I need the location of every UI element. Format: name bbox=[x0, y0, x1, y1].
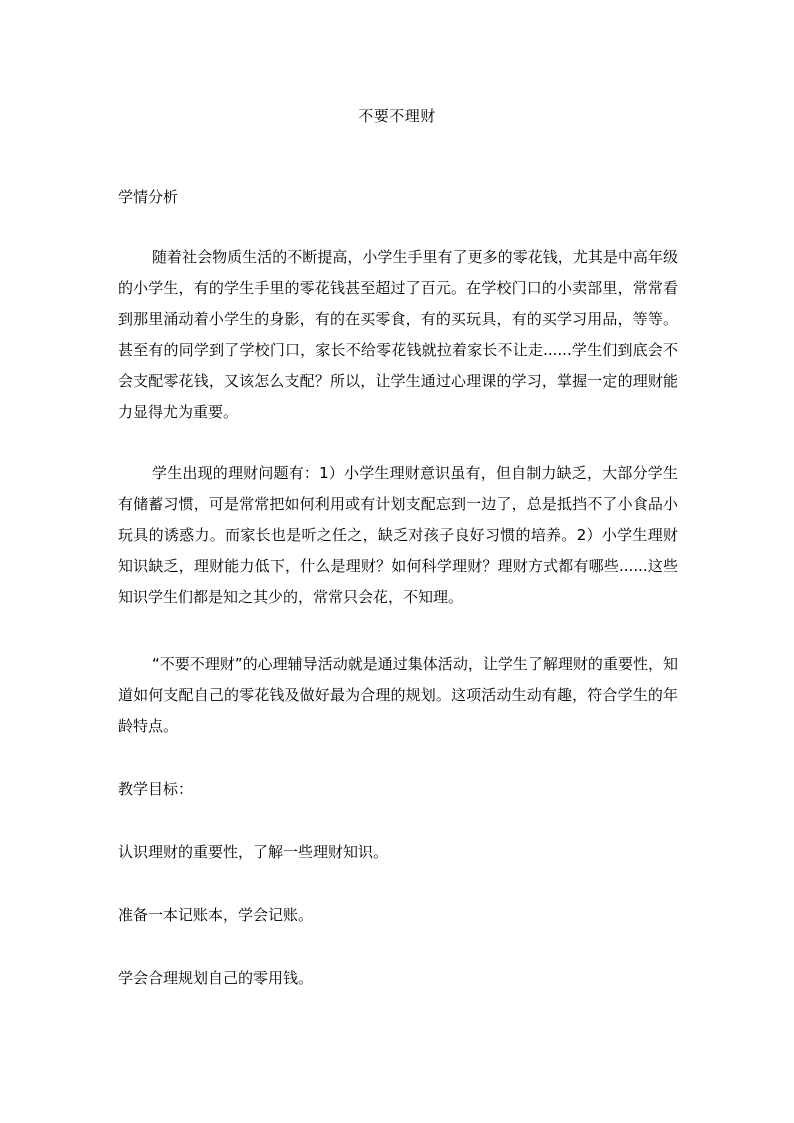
paragraph-1: 随着社会物质生活的不断提高，小学生手里有了更多的零花钱，尤其是中高年级的小学生，有的学生手里的零花钱甚至超过了百元。在学校门口的小卖部里，常常看到那里涌动着小学生的身影，有的在买零食，有的买玩具，有的买学习用品，等等。甚至有的同学到了学校门口，家长不给零花钱就拉着家长不让走......学生们到底会不会支配零花钱，又该怎么支配？所以，让学生通过心理课的学习，掌握一定的理财能力显得尤为重要。 bbox=[118, 248, 678, 421]
paragraph-3: “不要不理财”的心理辅导活动就是通过集体活动，让学生了解理财的重要性，知道如何支配自己的零花钱及做好最为合理的规划。这项活动生动有趣，符合学生的年龄特点。 bbox=[118, 655, 678, 735]
objective-item: 认识理财的重要性，了解一些理财知识。 bbox=[118, 843, 389, 861]
objectives-heading: 教学目标： bbox=[118, 780, 194, 798]
section-heading: 学情分析 bbox=[118, 188, 179, 206]
document-title: 不要不理财 bbox=[358, 107, 436, 125]
paragraph-2: 学生出现的理财问题有：1）小学生理财意识虽有，但自制力缺乏，大部分学生有储蓄习惯，可是常常把如何利用或有计划支配忘到一边了，总是抵挡不了小食品小玩具的诱惑力。而家长也是听之任之，缺乏对孩子良好习惯的培养。2）小学生理财知识缺乏，理财能力低下，什么是理财？如何科学理财？理财方式都有哪些......这些知识学生们都是知之其少的，常常只会花，不知理。 bbox=[118, 464, 678, 606]
objective-item: 学会合理规划自己的零用钱。 bbox=[118, 969, 314, 987]
objective-item: 准备一本记账本，学会记账。 bbox=[118, 906, 314, 924]
